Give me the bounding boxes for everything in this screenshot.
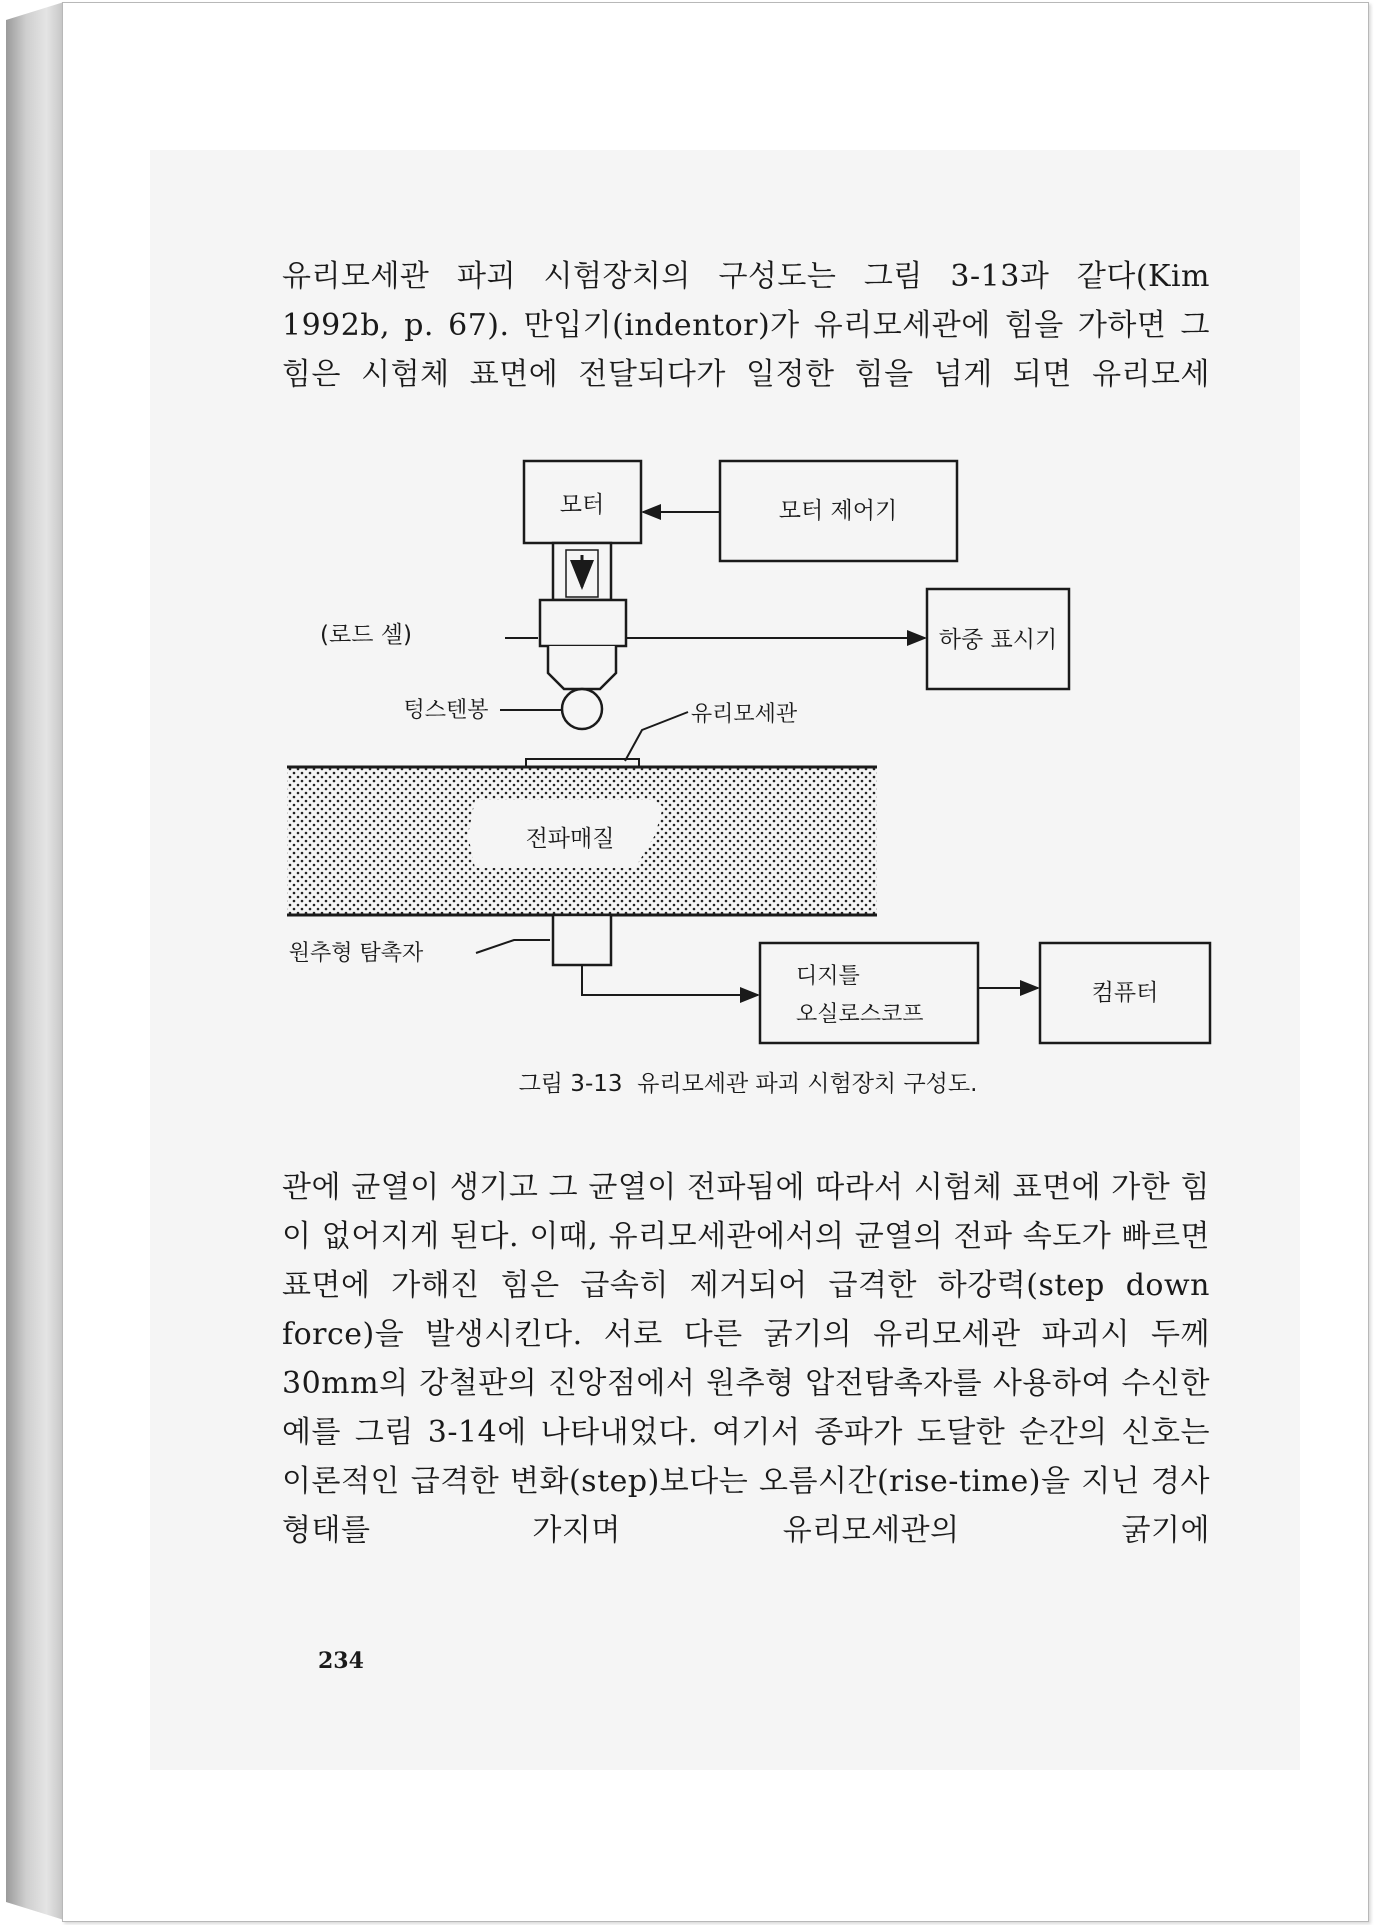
oscilloscope-box bbox=[760, 943, 978, 1043]
paragraph-top: 유리모세관 파괴 시험장치의 구성도는 그림 3-13과 같다(Kim 1992b, p. 67). 만입기(indentor)가 유리모세관에 힘을 가하면 그 힘은 시험체 표면에 전달되다가 일정한 힘을 넘게 되면 유리모세 bbox=[282, 259, 1210, 392]
conical-transducer bbox=[553, 915, 611, 965]
propagation-medium-label: 전파매질 bbox=[525, 826, 615, 852]
motor-controller-label: 모터 제어기 bbox=[778, 498, 898, 524]
transducer-pointer bbox=[476, 940, 550, 953]
glass-capillary-pointer bbox=[625, 712, 688, 761]
load-cell-box bbox=[540, 600, 626, 646]
computer-label: 컴퓨터 bbox=[1091, 980, 1159, 1006]
apparatus-diagram bbox=[280, 455, 1215, 1105]
tungsten-holder bbox=[548, 646, 616, 689]
load-display-label: 하중 표시기 bbox=[938, 627, 1058, 653]
oscilloscope-label-line2: 오실로스코프 bbox=[796, 1002, 924, 1027]
figure-3-13 bbox=[280, 455, 1215, 1105]
paragraph-bottom: 관에 균열이 생기고 그 균열이 전파됨에 따라서 시험체 표면에 가한 힘이 없어지게 된다. 이때, 유리모세관에서의 균열의 전파 속도가 빠르면 표면에 가해진 힘은 급속히 제거되어 급격한 하강력(step down force)을 발생시킨다. 서로 다른 굵기의 유리모세관 파괴시 두께 30mm의 강철판의 진앙점에서 원추형 압전탐촉자를 사용하여 수신한 예를 그림 3-14에 나타내었다. 여기서 종파가 도달한 순간의 신호는 이론적인 급격한 변화(step)보다는 오름시간(rise-time)을 지닌 경사 형태를 가지며 유리모세관의 굵기에 bbox=[282, 1170, 1210, 1548]
oscilloscope-label-line1: 디지틀 bbox=[796, 964, 860, 989]
tungsten-rod-label: 텅스텐봉 bbox=[403, 698, 489, 723]
page-number: 234 bbox=[318, 1648, 364, 1674]
figure-caption: 그림 3-13 유리모세관 파괴 시험장치 구성도. bbox=[518, 1071, 978, 1097]
load-cell-label: (로드 셀) bbox=[320, 622, 412, 648]
conical-transducer-label: 원추형 탐촉자 bbox=[288, 941, 424, 966]
motor-label: 모터 bbox=[559, 492, 605, 518]
tungsten-ball bbox=[562, 689, 602, 729]
book-spine bbox=[6, 2, 64, 1920]
transducer-to-oscilloscope-line bbox=[582, 965, 758, 995]
glass-capillary-label: 유리모세관 bbox=[690, 702, 798, 727]
